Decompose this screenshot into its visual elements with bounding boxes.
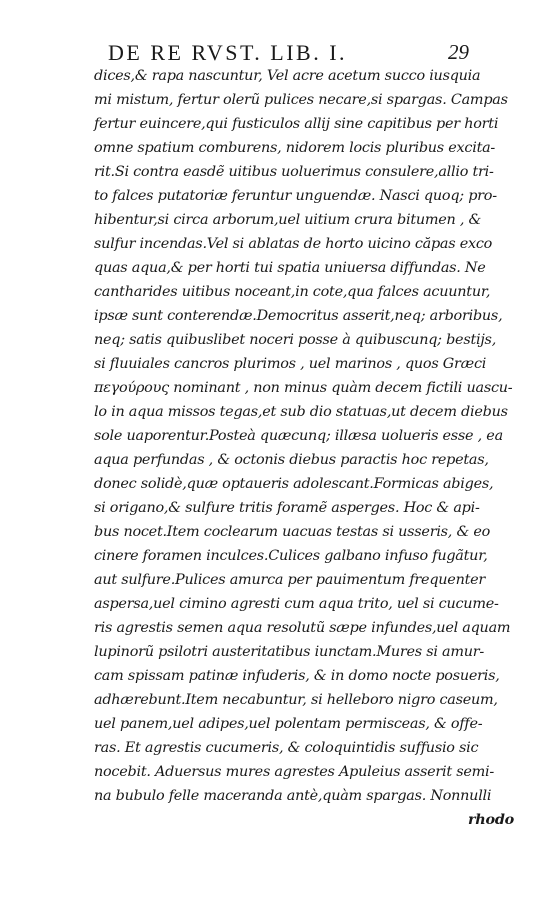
- text-line: lo in aqua missos tegas,et sub dio statuas,ut decem diebus: [94, 404, 508, 420]
- catchword: rhodo: [467, 811, 514, 828]
- body-text: [94, 64, 514, 832]
- text-line: lupinorũ psilotri austeritatibus iunctam.Mures si amur-: [94, 644, 485, 660]
- text-line: ras. Et agrestis cucumeris, & coloquintidis suffusio sic: [94, 740, 479, 756]
- text-line: si origano,& sulfure tritis foramẽ asperges. Hoc & api-: [94, 500, 480, 516]
- page-number: 29: [448, 40, 469, 64]
- text-line: neq; satis quibuslibet noceri posse à quibuscunq; bestijs,: [94, 332, 497, 348]
- text-line: adhærebunt.Item necabuntur, si helleboro nigro caseum,: [94, 692, 498, 708]
- text-line: si fluuiales cancros plurimos , uel marinos , quos Græci: [94, 356, 487, 372]
- text-line: mi mistum, fertur olerũ pulices necare,si spargas. Campas: [94, 92, 508, 108]
- text-line: nocebit. Aduersus mures agrestes Apuleius asserit semi-: [94, 764, 495, 780]
- text-line: to falces putatoriæ feruntur unguendæ. Nasci quoq; pro-: [94, 188, 497, 204]
- text-line: bus nocet.Item coclearum uacuas testas si usseris, & eo: [94, 524, 491, 540]
- text-line: πεγούρους nominant , non minus quàm decem fictili uascu-: [94, 380, 513, 396]
- text-line: cinere foramen inculces.Culices galbano infuso fugãtur,: [94, 548, 488, 564]
- text-line: aspersa,uel cimino agresti cum aqua trito, uel si cucume-: [94, 596, 499, 612]
- text-line: hibentur,si circa arborum,uel uitium crura bitumen , &: [94, 212, 482, 228]
- text-line: fertur euincere,qui fusticulos allij sine capitibus per horti: [94, 116, 499, 132]
- text-line: cantharides uitibus noceant,in cote,qua falces acuuntur,: [94, 284, 491, 300]
- text-line: donec solidè,quæ optaueris adolescant.Formicas abiges,: [94, 476, 494, 492]
- text-line: aqua perfundas , & octonis diebus paractis hoc repetas,: [94, 452, 489, 468]
- text-line: aut sulfure.Pulices amurca per pauimentum frequenter: [94, 572, 486, 588]
- text-line: sulfur incendas.Vel si ablatas de horto uicino căpas exco: [94, 236, 493, 252]
- text-line: cam spissam patinæ infuderis, & in domo nocte posueris,: [94, 668, 500, 684]
- text-line: ipsæ sunt conterendæ.Democritus asserit,neq; arboribus,: [94, 308, 503, 324]
- text-line: sole uaporentur.Posteà quæcunq; illæsa uolueris esse , ea: [94, 428, 503, 444]
- text-line: dices,& rapa nascuntur, Vel acre acetum succo iusquia: [94, 68, 481, 84]
- text-line: omne spatium comburens, nidorem locis pluribus excita-: [94, 140, 496, 156]
- text-line: ris agrestis semen aqua resolutũ sæpe infundes,uel aquam: [94, 620, 511, 636]
- running-title: DE RE RVST. LIB. I.: [108, 40, 348, 65]
- text-line: uel panem,uel adipes,uel polentam permisceas, & offe-: [94, 716, 483, 732]
- text-line: quas aqua,& per horti tui spatia uniuersa diffundas. Ne: [94, 260, 486, 276]
- text-line: na bubulo felle maceranda antè,quàm spargas. Nonnulli: [94, 788, 492, 804]
- text-line: rit.Si contra easdẽ uitibus uoluerimus consulere,allio tri-: [94, 164, 494, 180]
